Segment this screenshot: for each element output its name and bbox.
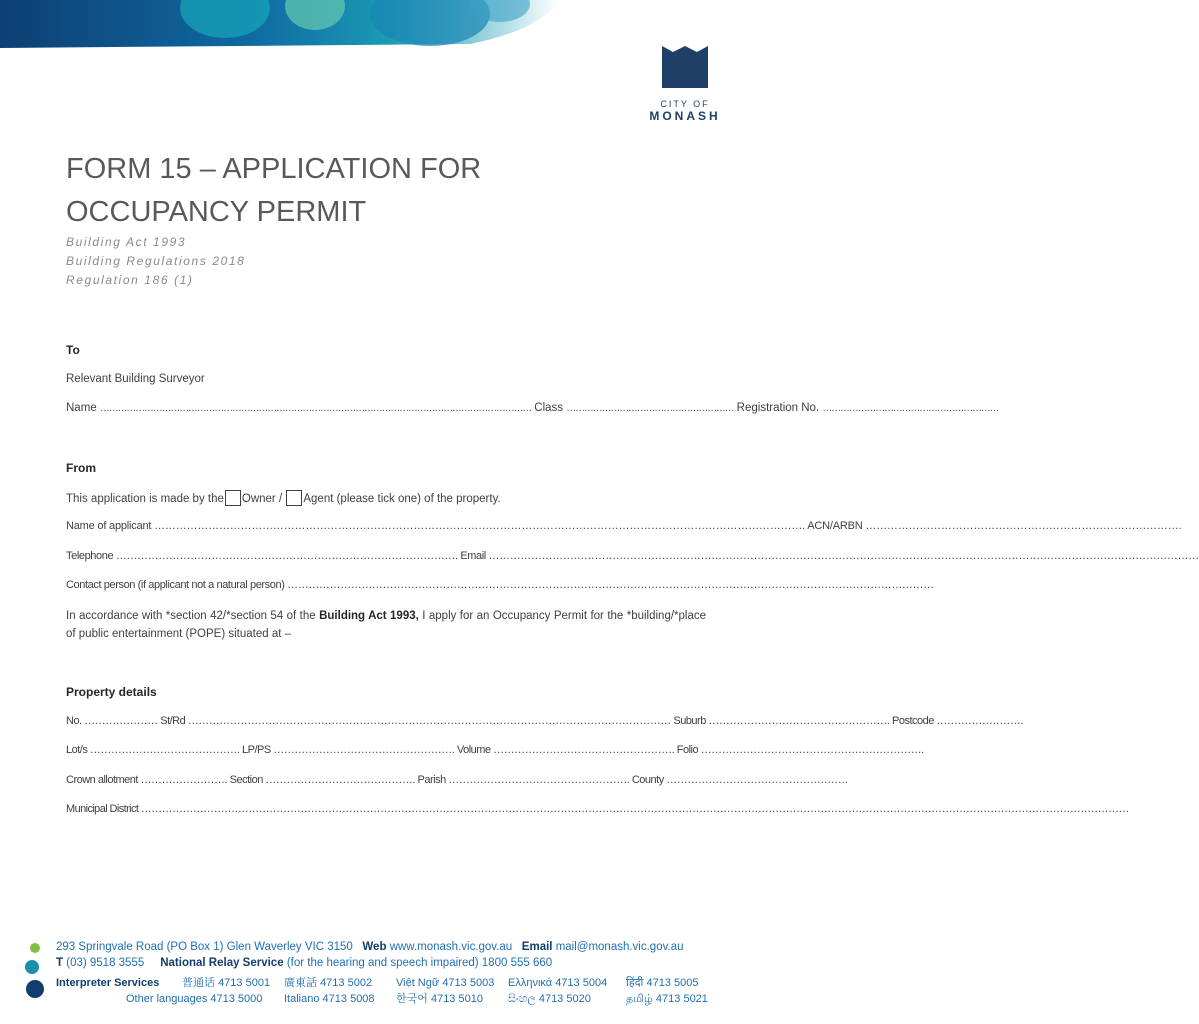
property-heading: Property details: [66, 685, 157, 699]
owner-label: Owner /: [241, 493, 283, 505]
lot-plan-row[interactable]: Lot/s ……………………………………. LP/PS ……………………………………………. Volume ……………………………………………. Folio ……………………………………………………….: [66, 744, 924, 756]
relay-label: National Relay Service: [160, 957, 284, 969]
interpreter-mandarin: [182, 974, 284, 990]
phone-number: (03) 9518 3555: [66, 957, 145, 969]
relay-text: (for the hearing and speech impaired) 1800 555 660: [286, 957, 553, 969]
web-label: Web: [362, 941, 387, 953]
footer-teal-dot-icon: [25, 960, 39, 974]
footer-navy-dot-icon: [26, 980, 44, 998]
lang-name: தமிழ்: [626, 993, 653, 1005]
registration-field[interactable]: ……………………………………………………: [822, 403, 999, 414]
telephone-email-row[interactable]: Telephone ……………………………………………………………………………………. Email …………………………………………………………………………………………………………………………………………………………………………………: [66, 550, 1199, 562]
recipient-text: Relevant Building Surveyor: [66, 373, 205, 385]
lang-name: 普通话: [182, 977, 215, 989]
subtitle-regulation-number: Regulation 186 (1): [66, 273, 194, 287]
web-link[interactable]: www.monash.vic.gov.au: [389, 941, 513, 953]
lang-name: Ελληνικά: [508, 977, 553, 989]
lang-number: 4713 5005: [646, 977, 699, 989]
lang-number: 4713 5010: [430, 993, 483, 1005]
applicant-type-row: [66, 490, 501, 506]
lang-name: Italiano: [284, 993, 320, 1005]
footer-address: 293 Springvale Road (PO Box 1) Glen Waverley VIC 3150: [56, 941, 353, 953]
lang-name: हिंदी: [626, 977, 644, 989]
accordance-statement: [66, 607, 706, 643]
interpreter-italian: [284, 993, 396, 1005]
phone-label: T: [56, 957, 64, 969]
interpreter-hindi: [626, 975, 698, 990]
lang-number: 4713 5003: [442, 977, 495, 989]
name-label: Name: [66, 402, 97, 414]
interpreter-cantonese: [284, 974, 396, 990]
lang-name: Việt Ngữ: [396, 977, 440, 989]
interpreter-row-2: [56, 990, 708, 1007]
agent-label: Agent (please tick one) of the property.: [303, 493, 501, 505]
agent-checkbox[interactable]: [286, 490, 302, 506]
address-row[interactable]: No. ………………… St/Rd ………………………………………………………………………………………………………………………… Suburb ……………………………………………. Postcode …………………….: [66, 715, 1023, 727]
city-logo: [640, 46, 730, 123]
lang-number: 4713 5004: [555, 977, 608, 989]
lang-number: 4713 5020: [538, 993, 591, 1005]
interpreter-sinhala: [508, 993, 626, 1006]
footer-phone-row: [56, 957, 552, 969]
footer-green-dot-icon: [30, 943, 40, 953]
lang-name: 廣東話: [284, 977, 317, 989]
interpreter-label: Interpreter Services: [56, 977, 160, 989]
interpreter-row-1: [56, 974, 698, 990]
contact-person-row[interactable]: Contact person (if applicant not a natural person) …………………………………………………………………………………………………………………………………………………………………: [66, 579, 934, 591]
lang-name: සිංහල: [508, 993, 536, 1005]
logo-city-text: CITY OF: [660, 99, 710, 109]
monash-m-icon: [662, 46, 708, 88]
from-heading: From: [66, 461, 96, 475]
lang-number: 4713 5002: [320, 977, 373, 989]
email-label: Email: [521, 941, 553, 953]
class-label: Class: [534, 402, 564, 414]
lang-number: 4713 5000: [210, 993, 263, 1005]
lang-number: 4713 5001: [218, 977, 271, 989]
registration-label: Registration No.: [736, 402, 820, 414]
name-field[interactable]: …………………………………………………………………………………………………………………………………: [99, 403, 532, 414]
accordance-pre: In accordance with *section 42/*section 54 of the: [66, 610, 316, 622]
owner-checkbox[interactable]: [225, 490, 241, 506]
header-banner: [0, 0, 770, 48]
lang-number: 4713 5021: [655, 993, 708, 1005]
lang-number: 4713 5008: [322, 993, 375, 1005]
applicant-name-row[interactable]: Name of applicant ………………………………………………………………………………………………………………………………………………………………. ACN/ARBN …………………………………………………………………………….: [66, 520, 1182, 532]
accordance-post: I apply for an Occupancy Permit for the *building/*place of public entertainment (POPE) situated at –: [66, 610, 707, 640]
class-field[interactable]: …………………………………………………: [566, 403, 734, 414]
made-by-text: This application is made by the: [66, 493, 224, 505]
to-heading: To: [66, 343, 80, 357]
municipal-district-row[interactable]: Municipal District ……………………………………………………………………………………………………………………………………………………………………………………………………………………………………………………………: [66, 803, 1129, 815]
form-title: FORM 15 – APPLICATION FOR OCCUPANCY PERMIT: [66, 153, 482, 228]
subtitle-regulations: Building Regulations 2018: [66, 254, 246, 268]
email-link[interactable]: mail@monash.vic.gov.au: [555, 941, 684, 953]
lang-name: Other languages: [126, 993, 208, 1005]
interpreter-tamil: [626, 993, 708, 1007]
lang-name: 한국어: [396, 993, 428, 1005]
interpreter-vietnamese: [396, 977, 508, 989]
interpreter-other: [126, 993, 284, 1005]
footer-contact-row: [56, 941, 683, 953]
logo-name-text: MONASH: [649, 109, 721, 123]
crown-allotment-row[interactable]: Crown allotment ……………………. Section ……………………………………. Parish ……………………………………………. County …………………………………………….: [66, 774, 848, 786]
interpreter-greek: [508, 977, 626, 989]
interpreter-korean: [396, 990, 508, 1006]
subtitle-act: Building Act 1993: [66, 235, 187, 249]
banner-graphic: [0, 0, 770, 48]
accordance-act: Building Act 1993,: [319, 610, 419, 622]
name-class-registration-row: [66, 402, 998, 414]
